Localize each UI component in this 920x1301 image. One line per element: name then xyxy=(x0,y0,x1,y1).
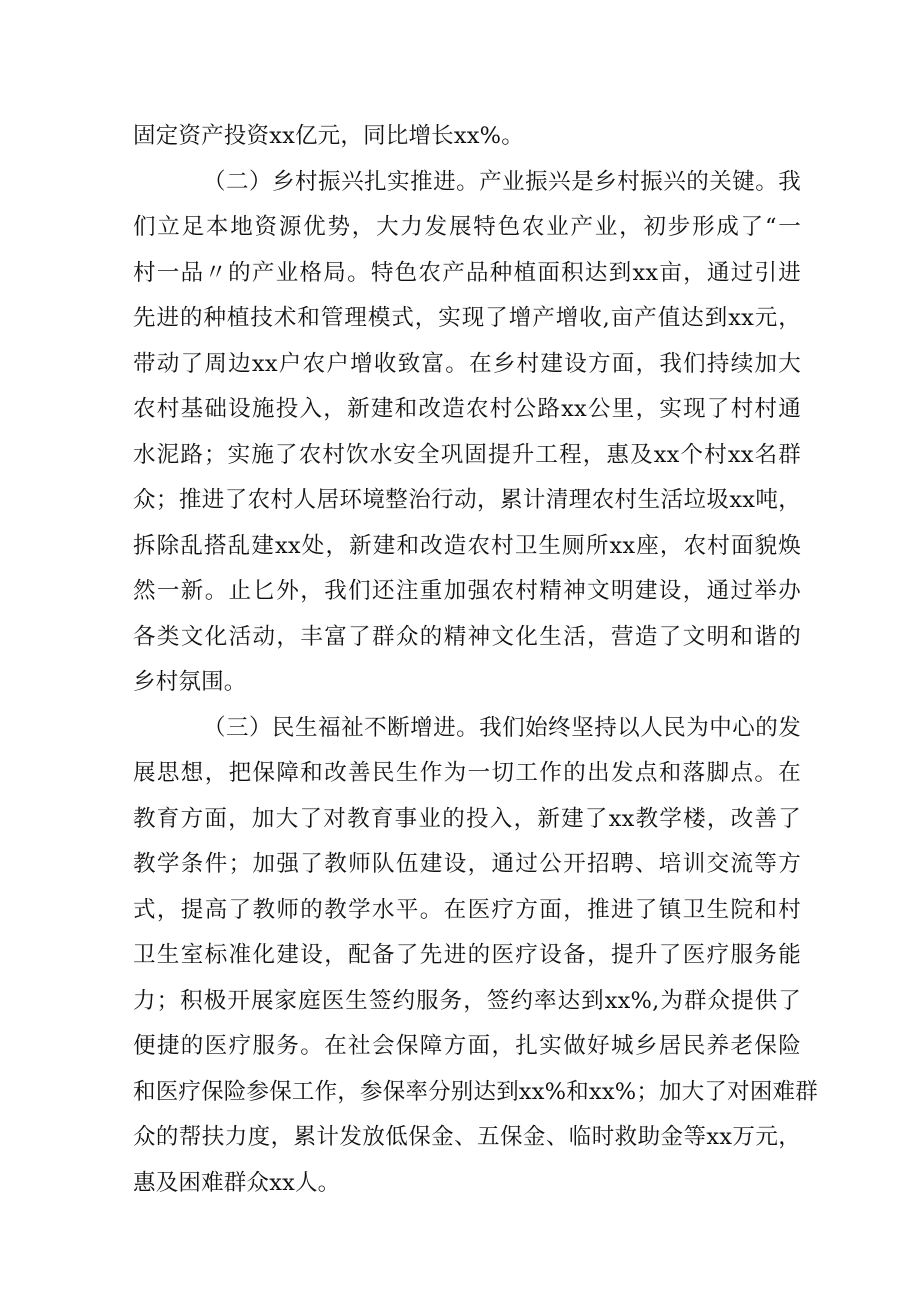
text-line: 力；积极开展家庭医生签约服务，签约率达到xx%,为群众提供了 xyxy=(133,987,801,1014)
text-line: 惠及困难群众xx人。 xyxy=(133,1169,341,1196)
text-line: 和医疗保险参保工作，参保率分别达到xx%和xx%；加大了对困难群 xyxy=(133,1078,818,1105)
text-line: 便捷的医疗服务。在社会保障方面，扎实做好城乡居民养老保险 xyxy=(133,1033,801,1059)
text-line: 水泥路；实施了农村饮水安全巩固提升工程，惠及xx个村xx名群 xyxy=(133,441,801,468)
text-line: （三）民生福祉不断增进。我们始终坚持以人民为中心的发 xyxy=(203,714,801,741)
text-line: 先进的种植技术和管理模式，实现了增产增收,亩产值达到xx元， xyxy=(133,305,801,331)
text-line: 众；推进了农村人居环境整治行动，累计清理农村生活垃圾xx吨， xyxy=(133,487,801,513)
text-line: 农村基础设施投入，新建和改造农村公路xx公里，实现了村村通 xyxy=(133,396,801,422)
text-line: 固定资产投资xx亿元，同比增长xx%。 xyxy=(133,123,524,149)
text-line: 然一新。止匕外，我们还注重加强农村精神文明建设，通过举办 xyxy=(133,578,801,604)
text-line: 教学条件；加强了教师队伍建设，通过公开招聘、培训交流等方 xyxy=(133,851,801,877)
text-line: 带动了周边xx户农户增收致富。在乡村建设方面，我们持续加大 xyxy=(133,350,801,377)
text-line: 众的帮扶力度，累计发放低保金、五保金、临时救助金等xx万元， xyxy=(133,1124,801,1150)
document-body xyxy=(133,114,818,1206)
text-line: （二）乡村振兴扎实推进。产业振兴是乡村振兴的关键。我 xyxy=(203,168,801,195)
text-line: 教育方面，加大了对教育事业的投入，新建了xx教学楼，改善了 xyxy=(133,805,801,832)
text-line: 卫生室标准化建设，配备了先进的医疗设备，提升了医疗服务能 xyxy=(133,942,801,968)
text-line: 展思想，把保障和改善民生作为一切工作的出发点和落脚点。在 xyxy=(133,760,801,786)
text-line: 村一品〃的产业格局。特色农产品种植面积达到xx亩，通过引进 xyxy=(133,259,801,286)
text-line: 拆除乱搭乱建xx处，新建和改造农村卫生厕所xx座，农村面貌焕 xyxy=(133,532,801,559)
text-line: 乡村氛围。 xyxy=(133,669,247,695)
text-line: 各类文化活动，丰富了群众的精神文化生活，营造了文明和谐的 xyxy=(133,623,801,650)
text-line: 们立足本地资源优势，大力发展特色农业产业，初步形成了“一 xyxy=(133,214,801,240)
text-line: 式，提高了教师的教学水平。在医疗方面，推进了镇卫生院和村 xyxy=(133,896,801,923)
